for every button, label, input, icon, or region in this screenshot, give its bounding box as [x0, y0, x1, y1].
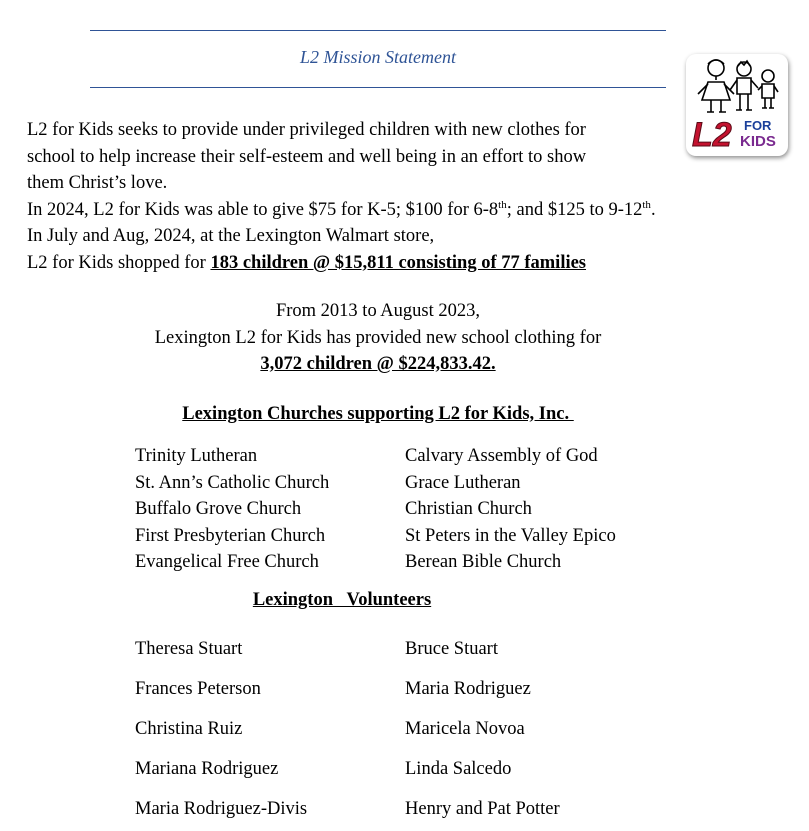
history-total: 3,072 children @ $224,833.42. — [260, 354, 496, 374]
logo-for-text: FOR — [744, 118, 772, 133]
volunteers-list-right — [405, 629, 560, 829]
volunteer-item: Maricela Novoa — [405, 719, 525, 739]
church-item: St. Ann’s Catholic Church — [135, 472, 330, 493]
girl-figure-icon — [698, 60, 734, 112]
churches-list-left — [135, 443, 329, 576]
church-item: St Peters in the Valley Epico — [405, 525, 616, 546]
ordinal-suffix: th — [642, 198, 651, 211]
mission-line: L2 for Kids seeks to provide under privileged children with new clothes for — [27, 120, 586, 140]
history-block — [0, 298, 756, 378]
history-line: Lexington L2 for Kids has provided new school clothing for — [154, 327, 602, 348]
church-item: First Presbyterian Church — [135, 525, 326, 546]
volunteer-item: Frances Peterson — [135, 679, 261, 699]
volunteers-list-left — [135, 629, 307, 829]
shopping-result-line — [27, 250, 787, 277]
header-bottom-rule — [90, 87, 666, 88]
church-item: Grace Lutheran — [405, 472, 521, 493]
mission-paragraph — [27, 117, 787, 276]
church-item: Christian Church — [405, 499, 532, 519]
toddler-figure-icon — [758, 70, 778, 108]
church-item: Buffalo Grove Church — [135, 499, 302, 519]
church-item: Berean Bible Church — [405, 552, 562, 572]
shopping-result-highlight: 183 children @ $15,811 consisting of 77 families — [210, 252, 587, 273]
volunteer-item: Theresa Stuart — [135, 639, 243, 659]
volunteer-item: Maria Rodriguez — [405, 679, 531, 699]
volunteers-heading: Lexington Volunteers — [252, 590, 432, 610]
header-top-rule — [90, 30, 666, 31]
volunteer-item: Maria Rodriguez-Divis — [135, 799, 308, 819]
logo-l2-text: L2 — [692, 116, 732, 154]
shopping-result-text: L2 for Kids shopped for — [27, 252, 211, 273]
history-line: From 2013 to August 2023, — [275, 301, 481, 321]
churches-list-right — [405, 443, 616, 576]
church-item: Trinity Lutheran — [135, 446, 258, 466]
churches-heading: Lexington Churches supporting L2 for Kids, Inc. — [182, 404, 574, 424]
giving-amounts-line — [27, 197, 787, 224]
mission-line: them Christ’s love. — [27, 173, 168, 193]
shopping-date-line: In July and Aug, 2024, at the Lexington Walmart store, — [27, 226, 435, 246]
logo-kids-text: KIDS — [740, 133, 776, 150]
page-title: L2 Mission Statement — [300, 47, 456, 67]
volunteer-item: Christina Ruiz — [135, 719, 243, 739]
boy-figure-icon — [730, 61, 758, 110]
church-item: Calvary Assembly of God — [405, 446, 598, 466]
ordinal-suffix: th — [498, 198, 507, 211]
church-item: Evangelical Free Church — [135, 552, 319, 572]
volunteer-item: Mariana Rodriguez — [135, 759, 279, 779]
volunteer-item: Linda Salcedo — [405, 759, 512, 779]
giving-amounts-text: . — [650, 199, 656, 220]
giving-amounts-text: In 2024, L2 for Kids was able to give $75 for K-5; $100 for 6-8 — [27, 199, 499, 220]
volunteer-item: Henry and Pat Potter — [405, 799, 560, 819]
giving-amounts-text: ; and $125 to 9-12 — [506, 199, 643, 220]
mission-line: school to help increase their self-esteem and well being in an effort to show — [27, 146, 587, 167]
volunteer-item: Bruce Stuart — [405, 639, 498, 659]
